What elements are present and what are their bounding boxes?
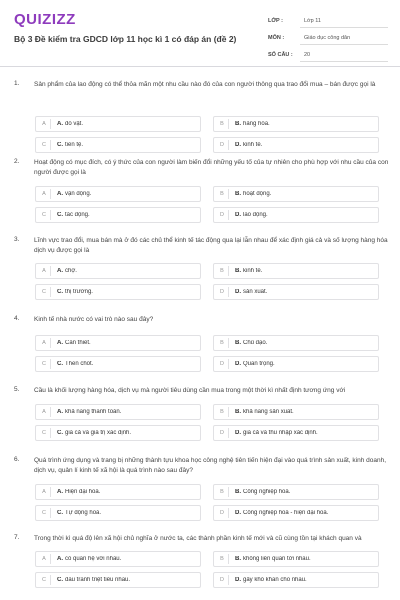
option-letter: B bbox=[216, 487, 229, 497]
option-d[interactable] bbox=[213, 207, 379, 223]
option-text bbox=[51, 489, 100, 495]
option-key: B. bbox=[235, 409, 241, 415]
option-key: C. bbox=[57, 430, 63, 436]
option-a[interactable] bbox=[35, 484, 201, 500]
option-key: D. bbox=[235, 577, 241, 583]
option-text bbox=[229, 489, 290, 495]
option-text bbox=[229, 361, 275, 367]
option-label: khả năng sản xuất. bbox=[243, 409, 294, 415]
option-key: B. bbox=[235, 340, 241, 346]
option-letter: B bbox=[216, 554, 229, 564]
option-key: D. bbox=[235, 289, 241, 295]
option-label: Cần thiết. bbox=[65, 340, 91, 346]
option-d[interactable] bbox=[213, 137, 379, 153]
meta-panel bbox=[268, 14, 388, 65]
option-b[interactable] bbox=[213, 186, 379, 202]
meta-label: LỚP : bbox=[268, 18, 283, 24]
option-letter: C bbox=[38, 210, 51, 220]
option-label: Công nghiệp hoá - hiện đại hoá. bbox=[243, 510, 329, 516]
option-text bbox=[229, 510, 328, 516]
option-letter: A bbox=[38, 189, 51, 199]
option-key: C. bbox=[57, 577, 63, 583]
option-letter: C bbox=[38, 508, 51, 518]
option-text bbox=[229, 268, 262, 274]
option-text bbox=[229, 556, 311, 562]
option-d[interactable] bbox=[213, 505, 379, 521]
option-text bbox=[51, 361, 93, 367]
option-key: A. bbox=[57, 409, 63, 415]
option-label: Công nghiệp hoá. bbox=[243, 489, 291, 495]
option-label: hàng hóa. bbox=[243, 121, 270, 127]
option-text bbox=[229, 142, 262, 148]
option-d[interactable] bbox=[213, 356, 379, 372]
option-letter: D bbox=[216, 428, 229, 438]
option-text bbox=[51, 142, 83, 148]
option-key: A. bbox=[57, 556, 63, 562]
quizizz-logo: QUIZIZZ bbox=[14, 11, 76, 28]
option-text bbox=[51, 510, 101, 516]
option-b[interactable] bbox=[213, 335, 379, 351]
question-number: 7. bbox=[14, 534, 20, 541]
option-letter: A bbox=[38, 554, 51, 564]
option-text bbox=[229, 340, 267, 346]
option-c[interactable] bbox=[35, 425, 201, 441]
option-letter: A bbox=[38, 487, 51, 497]
option-key: C. bbox=[57, 510, 63, 516]
option-label: Chủ đạo. bbox=[243, 340, 268, 346]
meta-label: MÔN : bbox=[268, 35, 285, 41]
option-letter: D bbox=[216, 210, 229, 220]
option-text bbox=[51, 289, 93, 295]
option-d[interactable] bbox=[213, 284, 379, 300]
worksheet-header bbox=[0, 0, 400, 67]
option-b[interactable] bbox=[213, 404, 379, 420]
option-c[interactable] bbox=[35, 137, 201, 153]
option-text bbox=[229, 289, 267, 295]
option-letter: A bbox=[38, 338, 51, 348]
option-key: D. bbox=[235, 430, 241, 436]
question-number: 1. bbox=[14, 80, 20, 87]
option-b[interactable] bbox=[213, 484, 379, 500]
option-text bbox=[229, 409, 294, 415]
question-number: 3. bbox=[14, 236, 20, 243]
option-letter: C bbox=[38, 140, 51, 150]
question-text: Cầu là khối lượng hàng hóa, dịch vụ mà người tiêu dùng cần mua trong một thời kì nhất định tương ứng với bbox=[34, 387, 346, 394]
option-key: D. bbox=[235, 142, 241, 148]
option-letter: B bbox=[216, 407, 229, 417]
option-key: A. bbox=[57, 268, 63, 274]
question-text: Kinh tế nhà nước có vai trò nào sau đây? bbox=[34, 316, 154, 323]
option-label: đồ vật. bbox=[65, 121, 84, 127]
option-text bbox=[51, 577, 130, 583]
option-letter: A bbox=[38, 266, 51, 276]
option-key: B. bbox=[235, 489, 241, 495]
option-letter: C bbox=[38, 575, 51, 585]
question-text: Lĩnh vực trao đổi, mua bán mà ở đó các chủ thể kinh tế tác động qua lại lẫn nhau để xác định giá cả và số lượng hàng hóa dịch vụ được gọi là bbox=[34, 237, 388, 254]
option-a[interactable] bbox=[35, 263, 201, 279]
option-label: sản xuất. bbox=[243, 289, 268, 295]
option-letter: A bbox=[38, 119, 51, 129]
option-letter: A bbox=[38, 407, 51, 417]
option-label: gây khó khăn cho nhau. bbox=[243, 577, 307, 583]
option-label: khả năng thanh toán. bbox=[65, 409, 122, 415]
option-text bbox=[229, 212, 268, 218]
option-key: B. bbox=[235, 268, 241, 274]
option-text bbox=[51, 121, 83, 127]
option-d[interactable] bbox=[213, 572, 379, 588]
question-text: Trong thời kì quá độ lên xã hội chủ nghĩa ở nước ta, các thành phần kinh tế mới và cũ cùng tồn tại khách quan và bbox=[34, 535, 362, 542]
option-text bbox=[229, 430, 318, 436]
option-key: A. bbox=[57, 121, 63, 127]
option-letter: C bbox=[38, 428, 51, 438]
option-label: tiền tệ. bbox=[65, 142, 84, 148]
option-c[interactable] bbox=[35, 207, 201, 223]
meta-count-row bbox=[268, 48, 388, 62]
question-number: 2. bbox=[14, 158, 20, 165]
option-label: Quan trọng. bbox=[243, 361, 275, 367]
meta-class-value: Lớp 11 bbox=[300, 14, 388, 28]
option-letter: C bbox=[38, 287, 51, 297]
option-text bbox=[51, 556, 121, 562]
meta-subject-value: Giáo dục công dân bbox=[300, 31, 388, 45]
option-text bbox=[51, 430, 131, 436]
option-text bbox=[51, 340, 91, 346]
option-label: chợ. bbox=[65, 268, 77, 274]
option-a[interactable] bbox=[35, 116, 201, 132]
option-key: D. bbox=[235, 212, 241, 218]
option-key: B. bbox=[235, 121, 241, 127]
option-label: kinh tế. bbox=[243, 142, 263, 148]
option-a[interactable] bbox=[35, 551, 201, 567]
meta-class-row bbox=[268, 14, 388, 28]
option-letter: D bbox=[216, 287, 229, 297]
option-c[interactable] bbox=[35, 505, 201, 521]
option-text bbox=[51, 191, 91, 197]
option-letter: B bbox=[216, 189, 229, 199]
option-letter: C bbox=[38, 359, 51, 369]
option-letter: D bbox=[216, 575, 229, 585]
option-key: D. bbox=[235, 361, 241, 367]
option-letter: D bbox=[216, 359, 229, 369]
option-text bbox=[229, 191, 271, 197]
option-letter: B bbox=[216, 266, 229, 276]
option-label: giá cả và giá trị xác định. bbox=[65, 430, 132, 436]
option-c[interactable] bbox=[35, 356, 201, 372]
option-key: D. bbox=[235, 510, 241, 516]
option-text bbox=[229, 577, 307, 583]
option-b[interactable] bbox=[213, 116, 379, 132]
option-text bbox=[51, 212, 90, 218]
option-key: C. bbox=[57, 212, 63, 218]
option-letter: B bbox=[216, 338, 229, 348]
worksheet-title: Bộ 3 Đề kiểm tra GDCD lớp 11 học kì 1 có đáp án (đề 2) bbox=[14, 34, 237, 44]
meta-count-value: 20 bbox=[300, 48, 388, 62]
option-letter: D bbox=[216, 140, 229, 150]
question-number: 6. bbox=[14, 456, 20, 463]
option-label: Tự động hoá. bbox=[65, 510, 102, 516]
option-label: có quan hệ với nhau. bbox=[65, 556, 122, 562]
option-label: kinh tế. bbox=[243, 268, 263, 274]
option-key: A. bbox=[57, 340, 63, 346]
option-label: tác động. bbox=[65, 212, 90, 218]
option-label: đấu tranh triệt tiêu nhau. bbox=[65, 577, 131, 583]
option-letter: D bbox=[216, 508, 229, 518]
option-a[interactable] bbox=[35, 404, 201, 420]
option-label: Hiện đại hoá. bbox=[65, 489, 101, 495]
option-c[interactable] bbox=[35, 284, 201, 300]
question-number: 4. bbox=[14, 315, 20, 322]
option-key: B. bbox=[235, 191, 241, 197]
option-text bbox=[229, 121, 270, 127]
option-a[interactable] bbox=[35, 335, 201, 351]
option-key: A. bbox=[57, 191, 63, 197]
option-text bbox=[51, 409, 121, 415]
question-number: 5. bbox=[14, 386, 20, 393]
option-d[interactable] bbox=[213, 425, 379, 441]
option-label: vận động. bbox=[65, 191, 92, 197]
option-text bbox=[51, 268, 77, 274]
option-b[interactable] bbox=[213, 263, 379, 279]
option-key: A. bbox=[57, 489, 63, 495]
option-label: Then chốt. bbox=[65, 361, 94, 367]
option-key: C. bbox=[57, 361, 63, 367]
option-key: B. bbox=[235, 556, 241, 562]
option-key: C. bbox=[57, 289, 63, 295]
option-a[interactable] bbox=[35, 186, 201, 202]
question-text: Hoạt động có mục đích, có ý thức của con người làm biến đổi những yếu tố của tự nhiên cho phù hợp với nhu cầu của con người được gọi là bbox=[34, 159, 389, 176]
option-label: lao động. bbox=[243, 212, 268, 218]
option-label: hoạt động. bbox=[243, 191, 272, 197]
meta-subject-row bbox=[268, 31, 388, 45]
meta-label: SỐ CÂU : bbox=[268, 52, 293, 58]
option-key: C. bbox=[57, 142, 63, 148]
option-label: giá cả và thu nhập xác định. bbox=[243, 430, 318, 436]
question-text: Quá trình ứng dụng và trang bị những thành tựu khoa học công nghệ tiên tiến hiện đại vào quá trình sản xuất, kinh doanh, dịch vụ, quản lí kinh tế xã hội là quá trình nào sau đây? bbox=[34, 457, 387, 474]
option-c[interactable] bbox=[35, 572, 201, 588]
option-label: không liên quan tới nhau. bbox=[243, 556, 311, 562]
option-label: thị trường. bbox=[65, 289, 93, 295]
question-text: Sản phẩm của lao động có thể thỏa mãn một nhu cầu nào đó của con người thông qua trao đổi mua – bán được gọi là bbox=[34, 81, 376, 88]
option-letter: B bbox=[216, 119, 229, 129]
option-b[interactable] bbox=[213, 551, 379, 567]
